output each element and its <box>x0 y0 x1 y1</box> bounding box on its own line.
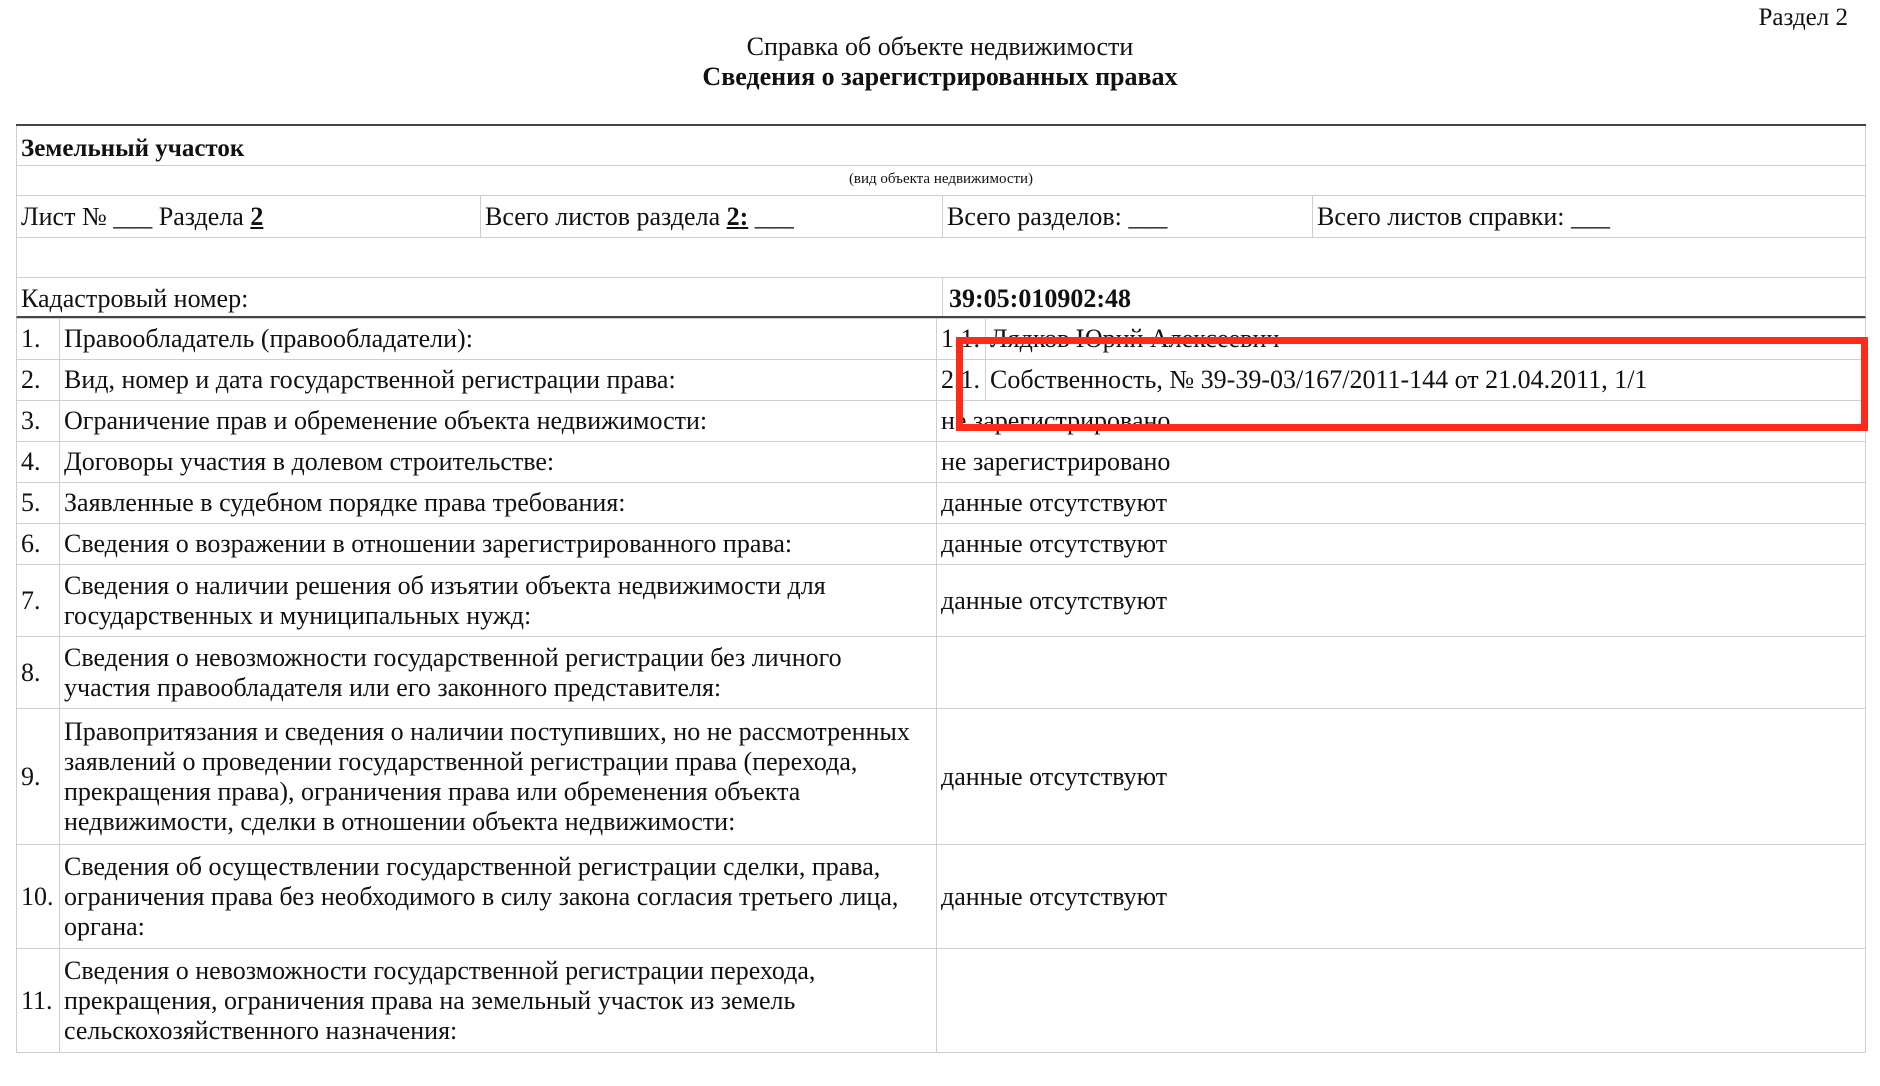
table-row <box>17 524 1866 565</box>
total-sheets-cert-label: Всего листов справки: <box>1317 202 1565 231</box>
item-label: Сведения о невозможности государственной регистрации перехода, прекращения, ограничения права на земельный участок из земель сельскохозяйственного назначения: <box>60 949 937 1053</box>
item-label: Договоры участия в долевом строительстве: <box>60 442 937 483</box>
sheet-blank: ___ <box>113 202 153 231</box>
object-type-caption: (вид объекта недвижимости) <box>16 166 1866 196</box>
rights-table <box>16 318 1866 1053</box>
item-number: 5. <box>17 483 60 524</box>
item-value: данные отсутствуют <box>937 524 1866 565</box>
item-number: 1. <box>17 319 60 360</box>
item-label: Сведения об осуществлении государственной регистрации сделки, права, ограничения права без необходимого в силу закона согласия третьего лица, органа: <box>60 845 937 949</box>
item-label: Правообладатель (правообладатели): <box>60 319 937 360</box>
item-value: не зарегистрировано <box>937 442 1866 483</box>
total-sheets-label: Всего листов раздела <box>485 202 721 231</box>
object-type: Земельный участок <box>16 126 1866 166</box>
cadastral-label: Кадастровый номер: <box>17 278 943 316</box>
item-label: Ограничение прав и обременение объекта недвижимости: <box>60 401 937 442</box>
cadastral-number: 39:05:010902:48 <box>949 284 1131 313</box>
table-row <box>17 442 1866 483</box>
sheet-label: Лист № <box>21 202 107 231</box>
document-title: Справка об объекте недвижимости <box>746 32 1134 61</box>
total-sheets-section: 2 <box>726 202 740 231</box>
item-value <box>937 949 1866 1053</box>
item-subnumber: 1.1. <box>937 319 986 360</box>
total-sheets-cert-cell <box>1313 196 1865 237</box>
total-sheets-cert-blank: ___ <box>1571 202 1611 231</box>
document-table <box>16 124 1866 1053</box>
item-number: 4. <box>17 442 60 483</box>
sheet-number-cell <box>17 196 481 237</box>
table-row <box>17 401 1866 442</box>
section-number: 2 <box>250 202 264 231</box>
item-number: 2. <box>17 360 60 401</box>
item-value: не зарегистрировано <box>937 401 1866 442</box>
item-value <box>937 637 1866 709</box>
item-value: данные отсутствуют <box>937 565 1866 637</box>
total-sheets-section-cell <box>481 196 943 237</box>
item-number: 6. <box>17 524 60 565</box>
item-value: Лядков Юрий Алексеевич <box>986 319 1866 360</box>
item-label: Вид, номер и дата государственной регистрации права: <box>60 360 937 401</box>
item-number: 7. <box>17 565 60 637</box>
item-value: данные отсутствуют <box>937 483 1866 524</box>
table-row <box>17 709 1866 845</box>
table-row <box>17 637 1866 709</box>
item-value: Собственность, № 39-39-03/167/2011-144 от 21.04.2011, 1/1 <box>986 360 1866 401</box>
item-number: 11. <box>17 949 60 1053</box>
cadastral-row <box>16 278 1866 318</box>
total-sheets-blank: ___ <box>754 202 794 231</box>
total-sections-label: Всего разделов: <box>947 202 1122 231</box>
total-sections-blank: ___ <box>1128 202 1168 231</box>
table-row <box>17 360 1866 401</box>
item-value: данные отсутствуют <box>937 709 1866 845</box>
item-number: 10. <box>17 845 60 949</box>
section-label: Раздел 2 <box>1758 4 1848 31</box>
table-row <box>17 319 1866 360</box>
item-label: Правопритязания и сведения о наличии поступивших, но не рассмотренных заявлений о проведении государственной регистрации права (перехода, прекращения права), ограничения права или обременения объекта недвижимости, сделки в отношении объекта недвижимости: <box>60 709 937 845</box>
table-row <box>17 845 1866 949</box>
table-row <box>17 949 1866 1053</box>
item-label: Сведения о возражении в отношении зарегистрированного права: <box>60 524 937 565</box>
item-number: 8. <box>17 637 60 709</box>
item-number: 9. <box>17 709 60 845</box>
item-subnumber: 2.1. <box>937 360 986 401</box>
spacer-row <box>16 238 1866 278</box>
table-row <box>17 565 1866 637</box>
total-sheets-colon: : <box>739 202 749 231</box>
item-label: Сведения о наличии решения об изъятии объекта недвижимости для государственных и муниципальных нужд: <box>60 565 937 637</box>
table-row <box>17 483 1866 524</box>
document-subtitle: Сведения о зарегистрированных правах <box>702 62 1178 91</box>
total-sections-cell <box>943 196 1313 237</box>
item-value: данные отсутствуют <box>937 845 1866 949</box>
item-label: Заявленные в судебном порядке права требования: <box>60 483 937 524</box>
item-label: Сведения о невозможности государственной регистрации без личного участия правообладателя или его законного представителя: <box>60 637 937 709</box>
sheets-row <box>16 196 1866 238</box>
item-number: 3. <box>17 401 60 442</box>
of-section-label: Раздела <box>158 202 244 231</box>
